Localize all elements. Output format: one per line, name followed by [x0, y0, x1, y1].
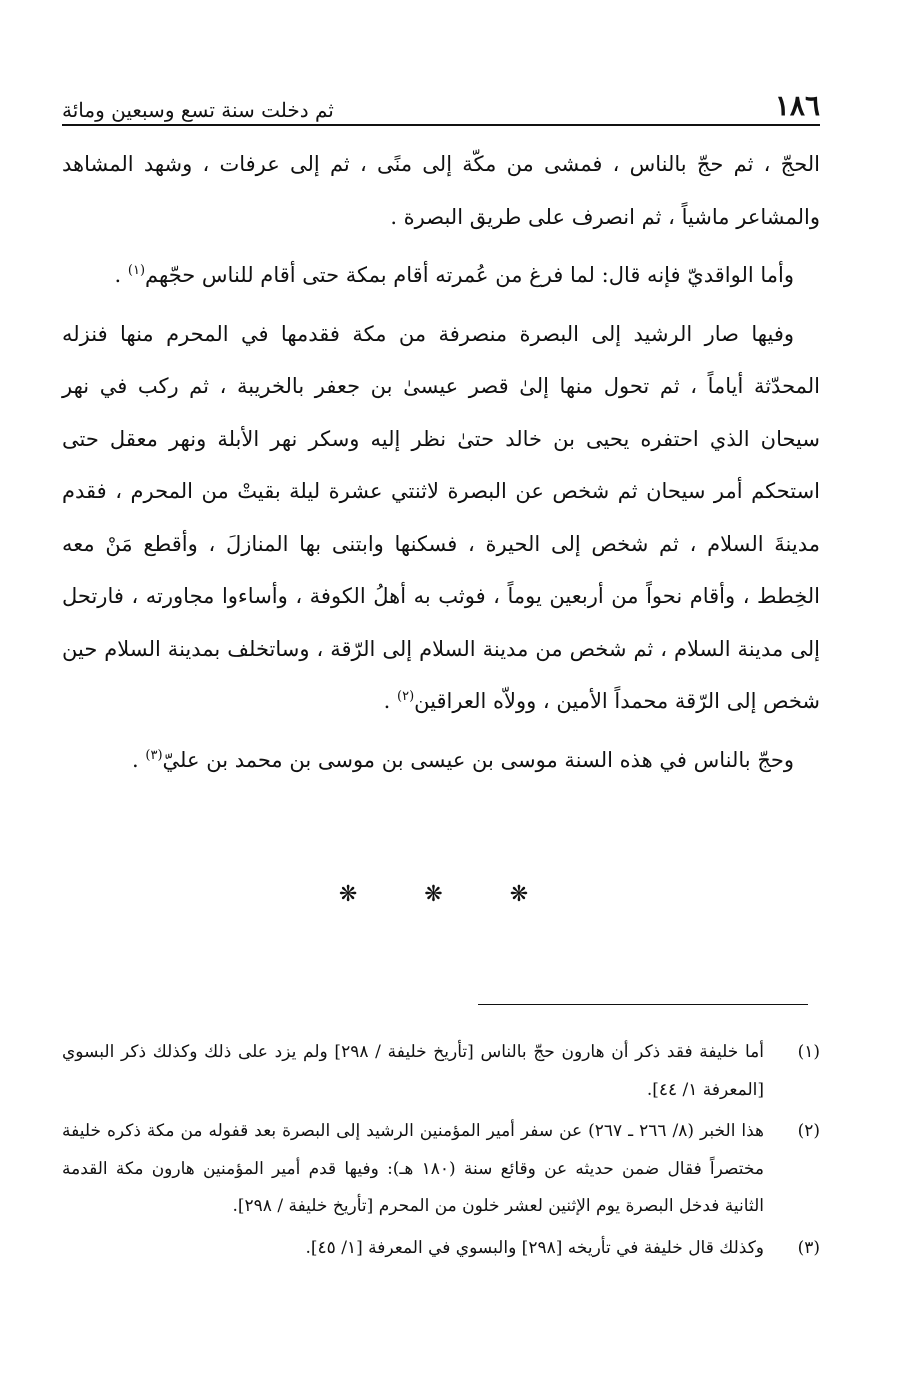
- footnote-item: [62, 1230, 820, 1268]
- footnote-text: هذا الخبر (٨/ ٢٦٦ ـ ٢٦٧) عن سفر أمير المؤمنين الرشيد إلى البصرة بعد قفوله من مكة ذكره خليفة مختصراً فقال ضمن حديثه عن وقائع سنة (١٨٠ هـ): وفيها قدم أمير المؤمنين هارون مكة القدمة الثانية فدخل البصرة يوم الإثنين لعشر خلون من المحرم [تأريخ خليفة / ٢٩٨].: [62, 1121, 765, 1216]
- footnote-ref-3: (٣): [145, 747, 163, 763]
- page-number: ١٨٦: [774, 89, 820, 122]
- main-text: [62, 138, 820, 786]
- footnote-text: وكذلك قال خليفة في تأريخه [٢٩٨] والبسوي في المعرفة [١/ ٤٥].: [305, 1237, 764, 1258]
- page-header: [62, 80, 820, 120]
- paragraph-4: وحجّ بالناس في هذه السنة موسى بن عيسى بن موسى بن محمد بن عليّ$^{(٣)}$ .: [132, 747, 794, 772]
- footnotes: [62, 1034, 820, 1267]
- footnote-number: (٣): [797, 1237, 820, 1258]
- footnote-ref-2: (٢): [397, 689, 415, 704]
- footnote-item: [62, 1113, 820, 1226]
- footnote-text: أما خليفة فقد ذكر أن هارون حجّ بالناس [تأريخ خليفة / ٢٩٨] ولم يزد على ذلك وكذلك ذكر البسوي [المعرفة ١/ ٤٤].: [62, 1042, 764, 1100]
- footnote-number: (١): [797, 1042, 820, 1062]
- section-separator: ❋ ❋ ❋: [338, 882, 559, 907]
- footnote-number: (٢): [797, 1121, 820, 1141]
- paragraph-1: الحجّ ، ثم حجّ بالناس ، فمشى من مكّة إلى منًى ، ثم إلى عرفات ، وشهد المشاهد والمشاعر ماشياً ، ثم انصرف على طريق البصرة .: [62, 152, 820, 229]
- paragraph-2: وأما الواقديّ فإنه قال: لما فرغ من عُمرته أقام بمكة حتى أقام للناس حجّهم$^{(١)}$ .: [114, 263, 794, 287]
- footnote-item: [62, 1034, 820, 1109]
- running-title: ثم دخلت سنة تسع وسبعين ومائة: [62, 98, 334, 122]
- header-rule: [62, 124, 820, 126]
- footnote-ref-1: (١): [127, 263, 146, 278]
- paragraph-3: وفيها صار الرشيد إلى البصرة منصرفة من مكة فقدمها في المحرم منها فنزله المحدّثة أياماً ، ثم تحول منها إلىٰ قصر عيسىٰ بن جعفر بالخريبة ، ثم ركب في نهر سيحان الذي احتفره يحيى بن خالد حتىٰ نظر إليه وسكر نهر الأبلة ونهر معقل حتى استحكم أمر سيحان ثم شخص عن البصرة لاثنتي عشرة ليلة بقيتْ من المحرم ، فقدم مدينةَ السلام ، ثم شخص إلى الحيرة ، فسكنها وابتنى بها المنازلَ ، وأقطع مَنْ معه الخِطط ، وأقام نحواً من أربعين يوماً ، فوثب به أهلُ الكوفة ، وأساءوا مجاورته ، فارتحل إلى مدينة السلام ، ثم شخص من مدينة السلام إلى الرّقة ، وساتخلف بمدينة السلام حين شخص إلى الرّقة محمداً الأمين ، وولاّه العراقين$^{(٢)}$ .: [62, 321, 820, 713]
- footnote-rule: [478, 1004, 808, 1005]
